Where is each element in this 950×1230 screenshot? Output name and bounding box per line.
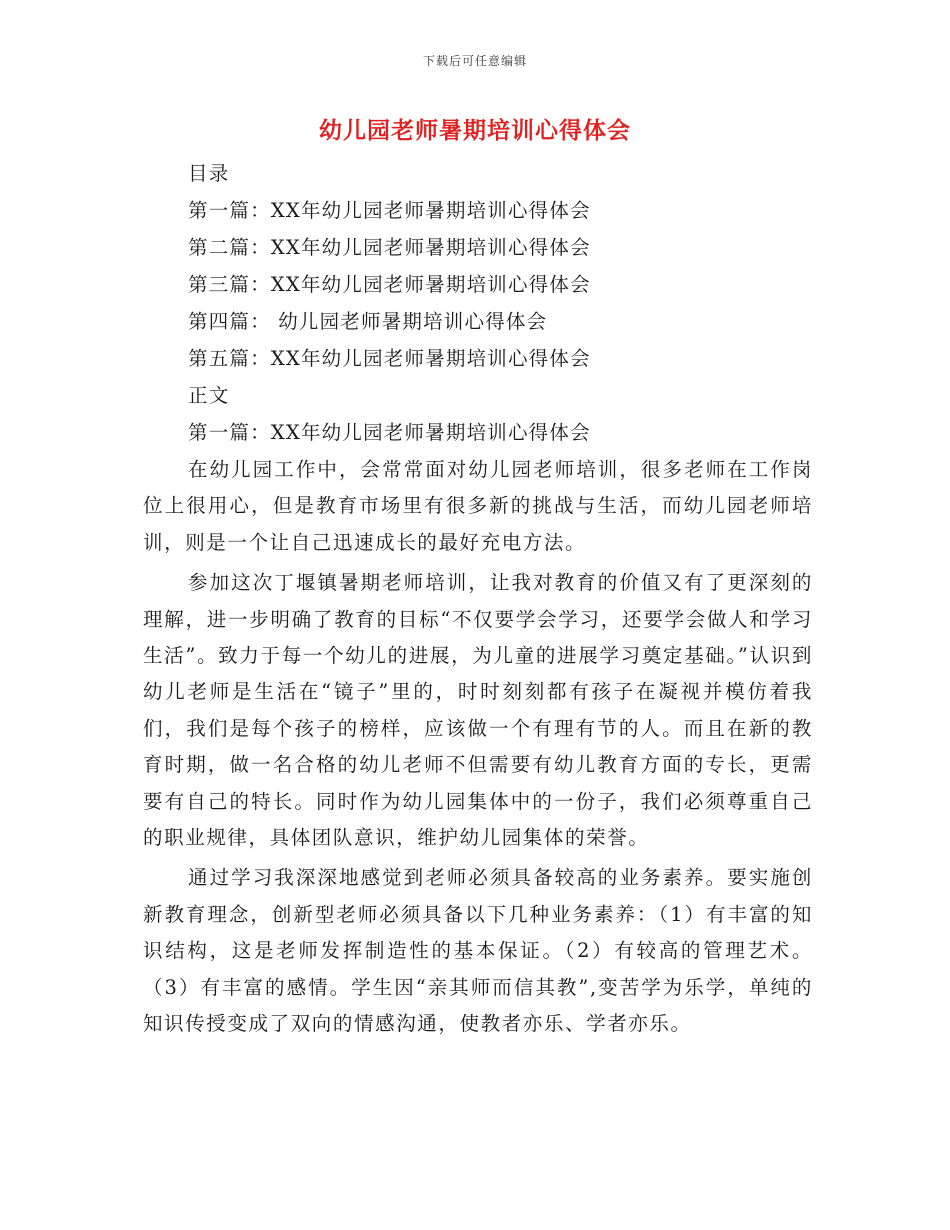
toc-item-1: 第一篇：XX年幼儿园老师暑期培训心得体会 <box>188 199 591 222</box>
body-text <box>143 452 813 1047</box>
paragraph-3: 通过学习我深深地感觉到老师必须具备较高的业务素养。要实施创新教育理念，创新型老师必须具备以下几种业务素养：（1）有丰富的知识结构，这是老师发挥制造性的基本保证。（2）有较高的管理艺术。（3）有丰富的感情。学生因“亲其师而信其教”,变苦学为乐学，单纯的知识传授变成了双向的情感沟通，使教者亦乐、学者亦乐。 <box>143 866 813 1036</box>
toc-item-5: 第五篇：XX年幼儿园老师暑期培训心得体会 <box>188 347 591 370</box>
header-note: 下载后可任意编辑 <box>422 54 527 68</box>
paragraph-2: 参加这次丁堰镇暑期老师培训，让我对教育的价值又有了更深刻的理解，进一步明确了教育的目标“不仅要学会学习，还要学会做人和学习生活”。致力于每一个幼儿的进展，为儿童的进展学习奠定基础。”认识到幼儿老师是生活在“镜子”里的，时时刻刻都有孩子在凝视并模仿着我们，我们是每个孩子的榜样，应该做一个有理有节的人。而且在新的教育时期，做一名合格的幼儿老师不但需要有幼儿教育方面的专长，更需要有自己的特长。同时作为幼儿园集体中的一份子，我们必须尊重自己的职业规律，具体团队意识，维护幼儿园集体的荣誉。 <box>143 571 813 850</box>
table-of-contents <box>188 155 828 451</box>
document-title: 幼儿园老师暑期培训心得体会 <box>319 117 631 144</box>
toc-item-3: 第三篇：XX年幼儿园老师暑期培训心得体会 <box>188 273 591 296</box>
section-heading-1: 第一篇：XX年幼儿园老师暑期培训心得体会 <box>188 421 591 444</box>
toc-item-4: 第四篇： 幼儿园老师暑期培训心得体会 <box>188 310 548 333</box>
paragraph-1: 在幼儿园工作中，会常常面对幼儿园老师培训，很多老师在工作岗位上很用心，但是教育市场里有很多新的挑战与生活，而幼儿园老师培训，则是一个让自己迅速成长的最好充电方法。 <box>143 458 813 554</box>
toc-item-2: 第二篇：XX年幼儿园老师暑期培训心得体会 <box>188 236 591 259</box>
body-heading: 正文 <box>188 384 230 407</box>
toc-heading: 目录 <box>188 162 230 185</box>
